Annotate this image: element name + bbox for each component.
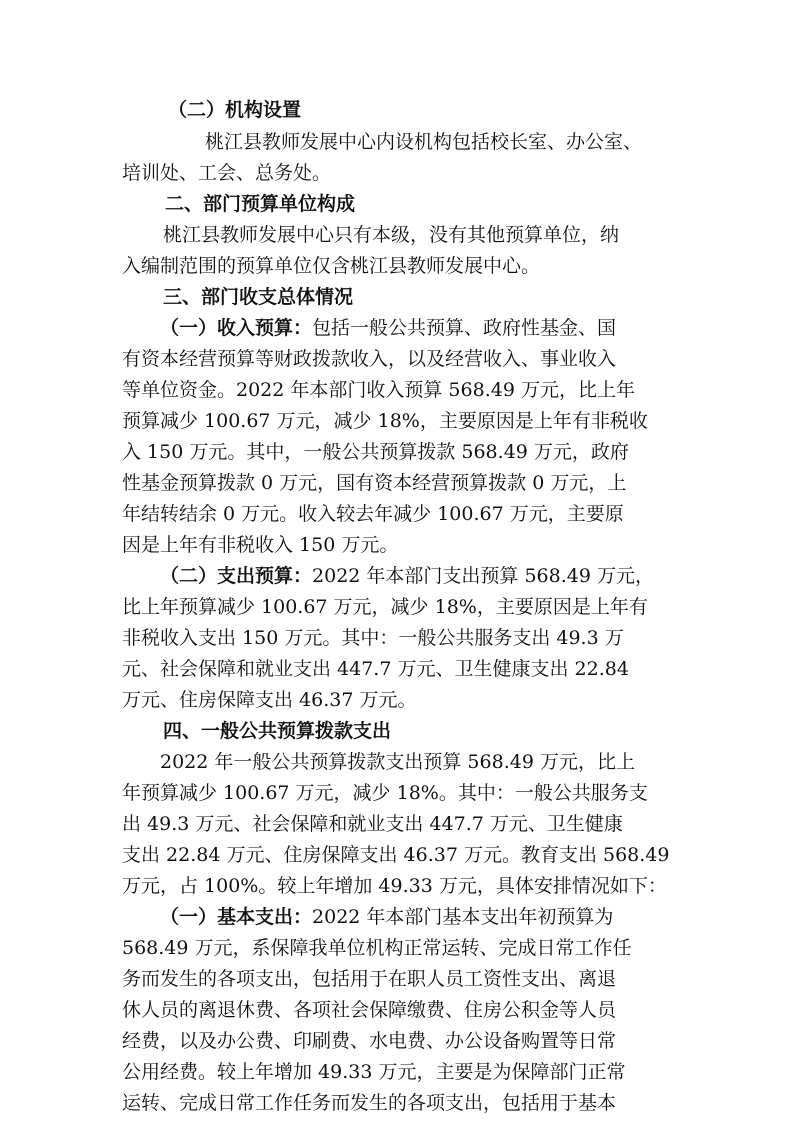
paragraph-line: [160, 314, 616, 342]
paragraph-line: 公用经费。较上年增加 49.33 万元，主要是为保障部门正常: [122, 1061, 626, 1083]
section-heading-budget-units: 二、部门预算单位构成: [165, 193, 356, 215]
section-heading-org-setup: （二）机构设置: [168, 99, 302, 121]
paragraph-line: 入编制范围的预算单位仅含桃江县教师发展中心。: [122, 255, 541, 277]
paragraph-line: 经费，以及办公费、印刷费、水电费、办公设备购置等日常: [122, 1030, 617, 1052]
paragraph-line: 非税收入支出 150 万元。其中：一般公共服务支出 49.3 万: [122, 627, 624, 649]
paragraph-line: 出 49.3 万元、社会保障和就业支出 447.7 万元、卫生健康: [122, 813, 623, 835]
paragraph-line: 务而发生的各项支出，包括用于在职人员工资性支出、离退: [122, 968, 617, 990]
paragraph-line: 2022 年一般公共预算拨款支出预算 568.49 万元，比上: [160, 751, 635, 773]
paragraph-line: [160, 562, 654, 590]
paragraph-line: 运转、完成日常工作任务而发生的各项支出，包括用于基本: [122, 1092, 617, 1114]
subheading-expense-budget: （二）支出预算：: [160, 565, 313, 587]
paragraph-line: 年结转结余 0 万元。收入较去年减少 100.67 万元，主要原: [122, 503, 624, 525]
paragraph-line: 入 150 万元。其中，一般公共预算拨款 568.49 万元，政府: [122, 441, 629, 463]
paragraph-line: 性基金预算拨款 0 万元，国有资本经营预算拨款 0 万元，上: [122, 472, 627, 494]
section-heading-general-budget: 四、一般公共预算拨款支出: [163, 720, 392, 742]
paragraph-text: 2022 年本部门基本支出年初预算为: [312, 906, 614, 928]
paragraph-line: 等单位资金。2022 年本部门收入预算 568.49 万元，比上年: [122, 379, 635, 401]
paragraph-line: 元、社会保障和就业支出 447.7 万元、卫生健康支出 22.84: [122, 658, 629, 680]
paragraph-line: 桃江县教师发展中心只有本级，没有其他预算单位，纳: [163, 224, 620, 246]
subheading-basic-expense: （一）基本支出：: [160, 906, 313, 928]
paragraph-line: 休人员的离退休费、各项社会保障缴费、住房公积金等人员: [122, 999, 617, 1021]
paragraph-line: 万元，占 100%。较上年增加 49.33 万元，具体安排情况如下：: [122, 875, 667, 897]
paragraph-line: 万元、住房保障支出 46.37 万元。: [122, 689, 417, 711]
paragraph-line: 年预算减少 100.67 万元，减少 18%。其中：一般公共服务支: [122, 782, 648, 804]
paragraph-text: 包括一般公共预算、政府性基金、国: [312, 317, 617, 339]
paragraph-line: 预算减少 100.67 万元，减少 18%，主要原因是上年有非税收: [122, 410, 648, 432]
paragraph-line: 桃江县教师发展中心内设机构包括校长室、办公室、: [205, 131, 643, 153]
paragraph-line: 有资本经营预算等财政拨款收入，以及经营收入、事业收入: [122, 348, 617, 370]
paragraph-line: [160, 903, 613, 931]
paragraph-line: 因是上年有非税收入 150 万元。: [122, 534, 399, 556]
section-heading-income-expense: 三、部门收支总体情况: [163, 286, 354, 308]
paragraph-line: 比上年预算减少 100.67 万元，减少 18%，主要原因是上年有: [122, 596, 648, 618]
paragraph-line: 568.49 万元，系保障我单位机构正常运转、完成日常工作任: [122, 937, 632, 959]
paragraph-line: 培训处、工会、总务处。: [122, 162, 332, 184]
subheading-income-budget: （一）收入预算：: [160, 317, 313, 339]
paragraph-line: 支出 22.84 万元、住房保障支出 46.37 万元。教育支出 568.49: [122, 844, 670, 866]
paragraph-text: 2022 年本部门支出预算 568.49 万元，: [312, 565, 654, 587]
